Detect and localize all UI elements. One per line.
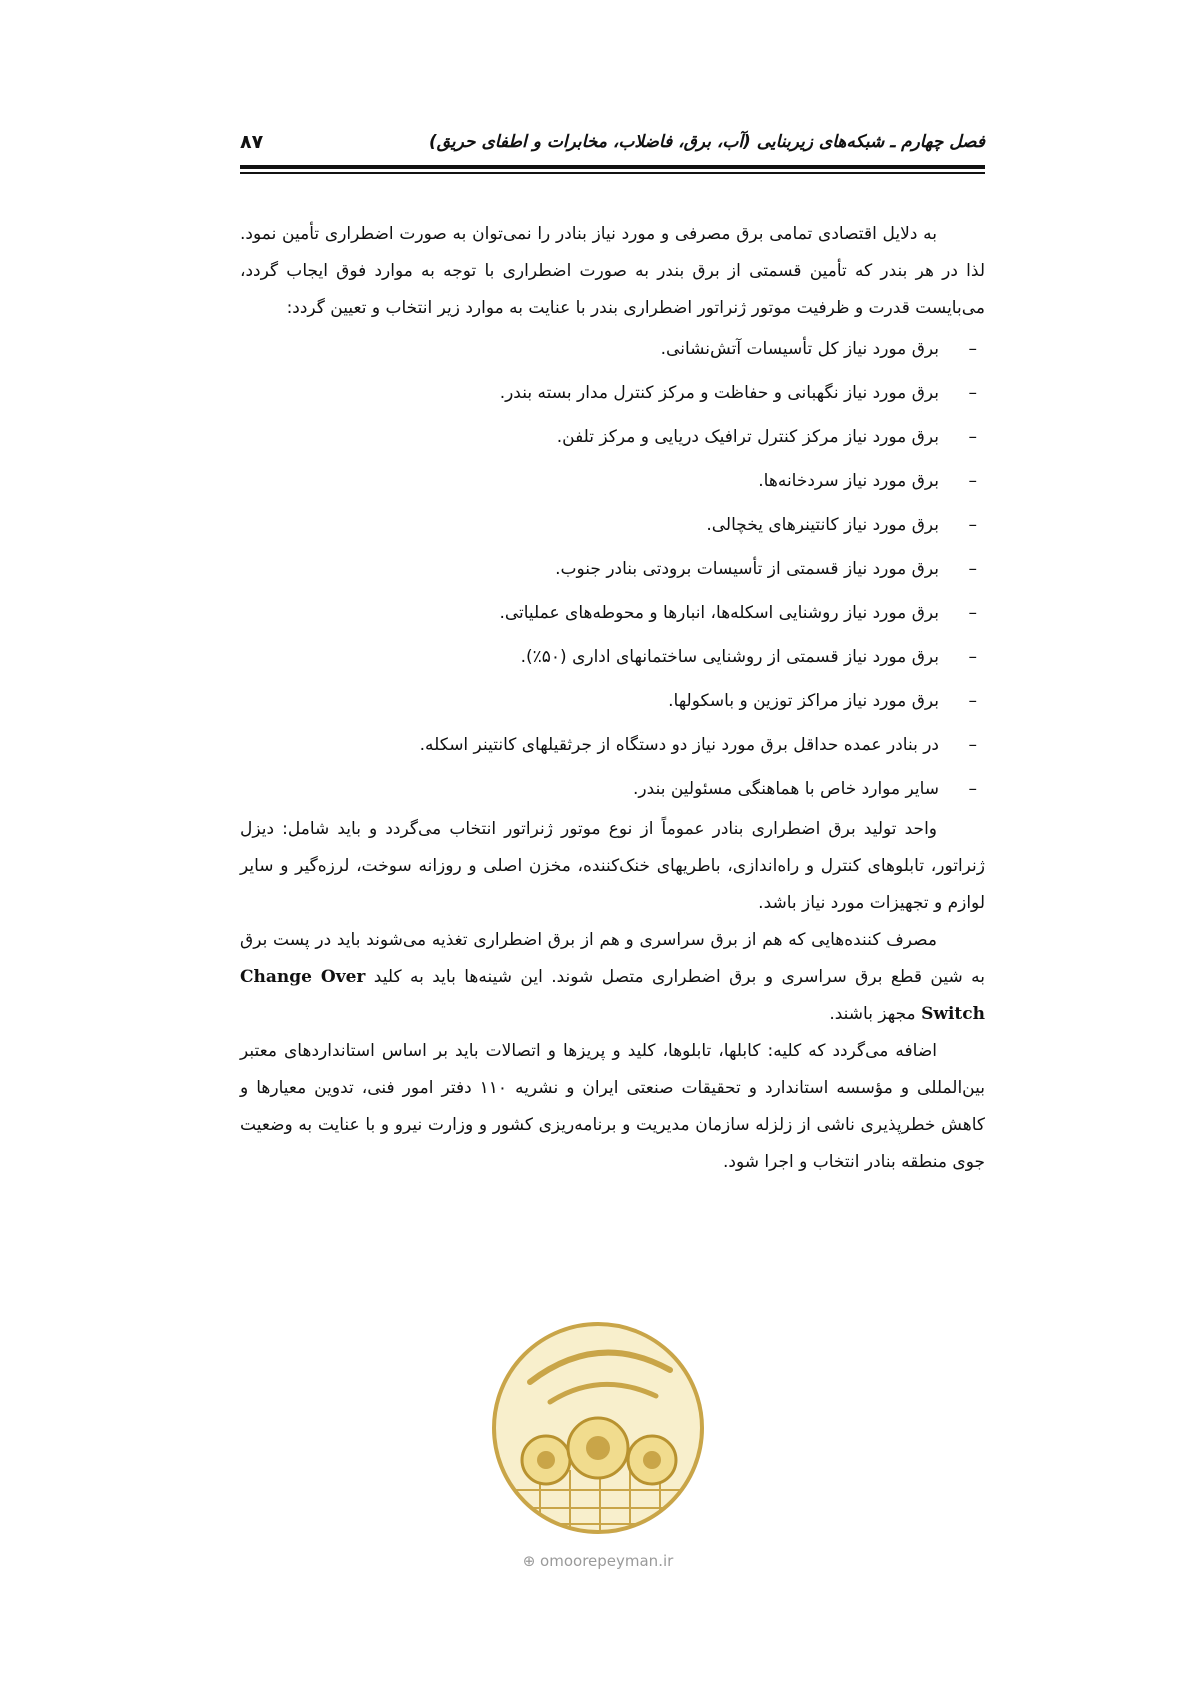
- list-item: – برق مورد نیاز مرکز کنترل ترافیک دریایی و مرکز تلفن.: [556, 427, 977, 447]
- page-number: ۸۷: [240, 131, 264, 153]
- watermark-caption: ⊕ omoorepeyman.ir: [522, 1552, 674, 1570]
- standards-paragraph: اضافه می‌گردد که کلیه: کابلها، تابلوها، کلید و پریزها و اتصالات باید بر اساس استانداردهای معتبر بین‌المللی و مؤسسه استاندارد و تحقیقات صنعتی ایران و نشریه ۱۱۰ دفتر امور فنی، تدوین معیارها و کاهش خطرپذیری ناشی از زلزله سازمان مدیریت و برنامه‌ریزی کشور و وزارت نیرو و با عنایت به وضعیت جوی منطقه بنادر انتخاب و اجرا شود.: [240, 1041, 985, 1172]
- list-item: – برق مورد نیاز قسمتی از روشنایی ساختمانهای اداری (۵۰٪).: [520, 647, 977, 667]
- list-item: – برق مورد نیاز روشنایی اسکله‌ها، انبارها و محوطه‌های عملیاتی.: [499, 603, 977, 623]
- body-text: [240, 216, 985, 1181]
- list-item: – برق مورد نیاز نگهبانی و حفاظت و مرکز کنترل مدار بسته بندر.: [499, 383, 977, 403]
- running-header: [240, 126, 985, 158]
- generator-paragraph: واحد تولید برق اضطراری بنادر عموماً از نوع موتور ژنراتور انتخاب می‌گردد و باید شامل: دیزل ژنراتور، تابلوهای کنترل و راه‌اندازی، باطریهای خنک‌کننده، مخزن اصلی و روزانه سوخت، لرزه‌گیر و سایر لوازم و تجهیزات مورد نیاز باشد.: [240, 819, 985, 913]
- intro-paragraph: به دلایل اقتصادی تمامی برق مصرفی و مورد نیاز بنادر را نمی‌توان به صورت اضطراری تأمین نمود. لذا در هر بندر که تأمین قسمتی از برق بندر به صورت اضطراری با توجه به موارد فوق ایجاب گردد، می‌بایست قدرت و ظرفیت موتور ژنراتور اضطراری بندر با عنایت به موارد زیر انتخاب و تعیین گردد:: [240, 224, 985, 318]
- chapter-title: فصل چهارم ـ شبکه‌های زیربنایی (آب، برق، فاضلاب، مخابرات و اطفای حریق): [428, 132, 985, 152]
- list-item: – برق مورد نیاز کانتینرهای یخچالی.: [706, 515, 977, 535]
- changeover-paragraph: مصرف کننده‌هایی که هم از برق سراسری و هم از برق اضطراری تغذیه می‌شوند باید در پست برق به شین قطع برق سراسری و برق اضطراری متصل شوند. این شینه‌ها باید به کلید Change Over Switch مجهز باشند.: [240, 930, 985, 1024]
- list-item: – برق مورد نیاز مراکز توزین و باسکولها.: [668, 691, 977, 711]
- list-item: – برق مورد نیاز کل تأسیسات آتش‌نشانی.: [660, 339, 977, 359]
- list-item: – در بنادر عمده حداقل برق مورد نیاز دو دستگاه از جرثقیلهای کانتینر اسکله.: [419, 735, 977, 755]
- changeover-switch-term: Change Over Switch: [240, 967, 985, 1024]
- list-item: – برق مورد نیاز قسمتی از تأسیسات برودتی بنادر جنوب.: [555, 559, 977, 579]
- header-rule-thick: [240, 165, 985, 169]
- list-item: – برق مورد نیاز سردخانه‌ها.: [758, 471, 977, 491]
- requirements-list: [240, 327, 985, 811]
- list-item: – سایر موارد خاص با هماهنگی مسئولین بندر.: [633, 779, 977, 799]
- header-rule-thin: [240, 172, 985, 174]
- omoorepeyman-logo: [480, 1310, 716, 1546]
